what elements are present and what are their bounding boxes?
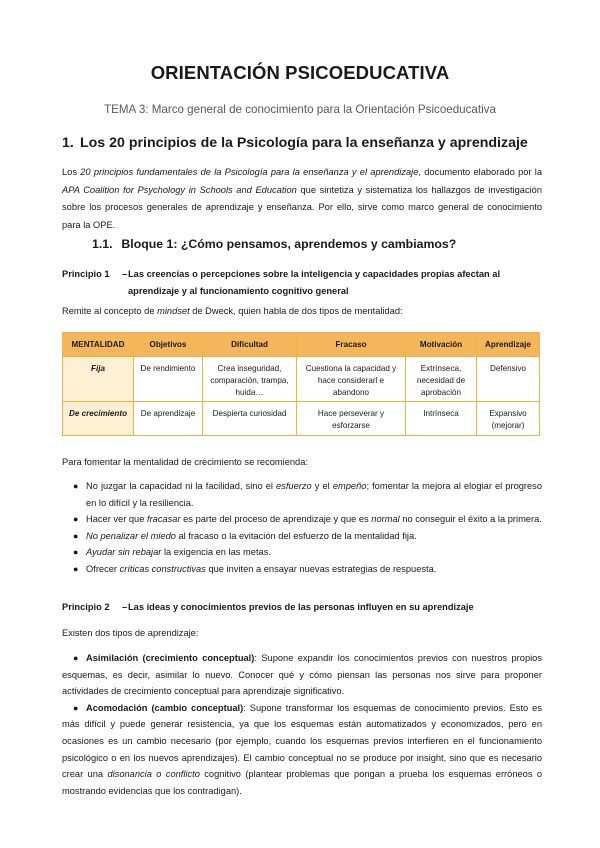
bullet-icon: ● — [73, 481, 79, 491]
row-header: De crecimiento — [63, 402, 134, 436]
list-item — [62, 650, 542, 700]
row-header: Fija — [63, 357, 134, 402]
principle-text: Las creencias o percepciones sobre la inteligencia y capacidades propias afectan al aprendizaje y al funcionamiento cognitivo general — [128, 269, 501, 296]
text-run-italic: empeño — [332, 481, 367, 491]
text-run: que inviten a ensayar nuevas estrategias de respuesta. — [205, 563, 437, 574]
table-row — [63, 357, 540, 402]
bullet-icon: ● — [73, 530, 79, 541]
learning-types-lead: Existen dos tipos de aprendizaje: — [62, 628, 199, 638]
table-header-row — [63, 333, 540, 357]
table-cell: De rendimiento — [134, 357, 203, 402]
learning-types-list — [62, 650, 542, 799]
growth-lead: Para fomentar la mentalidad de crecimiento se recomienda: — [62, 457, 308, 467]
list-item — [62, 478, 542, 511]
text-run: ; fomentar la mejora al elogiar el progreso en lo difícil y la resiliencia. — [86, 481, 542, 508]
text-run: cognitivo (plantear problemas que pongan a prueba los esquemas erróneos o mostrando evidencias que los contradigan). — [62, 769, 543, 796]
text-run: No juzgar la capacidad ni la facilidad, sino el — [86, 481, 277, 491]
table-cell: Extrínseca, necesidad de aprobación — [406, 357, 477, 402]
text-run: la exigencia en las metas. — [161, 547, 271, 558]
text-run-italic: 20 principios fundamentales de la Psicología para la enseñanza y el aprendizaje — [80, 167, 419, 177]
list-item — [62, 511, 542, 528]
principle-label: Principio 1 — [62, 269, 110, 279]
mindset-lead — [62, 306, 403, 316]
table-cell: Despierta curiosidad — [203, 402, 297, 436]
column-header: Motivación — [406, 333, 477, 357]
subsection-number: 1.1. — [92, 237, 113, 251]
text-run: Remite al concepto de — [62, 306, 158, 316]
text-run: que sintetiza y sistematiza los hallazgos de investigación sobre los procesos generales de aprendizaje y enseñanza. Por ello, sirve como marco general de conocimiento para la OPE. — [62, 184, 543, 230]
column-header: MENTALIDAD — [63, 333, 134, 357]
text-run: , documento elaborado por la — [418, 167, 542, 177]
text-run-italic: fracasar — [146, 514, 181, 525]
document-subtitle: TEMA 3: Marco general de conocimiento para la Orientación Psicoeducativa — [104, 103, 496, 116]
bullet-icon: ● — [73, 547, 79, 558]
column-header: Dificultad — [203, 333, 297, 357]
table-cell: Intrínseca — [406, 402, 477, 436]
column-header: Fracaso — [297, 333, 406, 357]
bullet-icon: ● — [73, 514, 79, 525]
table-cell: Crea inseguridad, comparación, trampa, huida… — [203, 357, 297, 402]
text-run-italic: mindset — [157, 306, 190, 316]
text-run: Ofrecer — [86, 563, 120, 574]
text-run: Hacer ver que — [86, 514, 147, 525]
text-run: es parte del proceso de aprendizaje y que es — [180, 514, 372, 525]
principle-dash: – — [122, 269, 128, 279]
principle-dash: – — [122, 602, 128, 612]
growth-recommendations-list — [62, 478, 542, 578]
text-run-italic: disonancia o conflicto — [107, 769, 200, 780]
list-item — [62, 561, 542, 578]
principle-label: Principio 2 — [62, 602, 110, 612]
text-run: al fracaso o la evitación del esfuerzo de la mentalidad fija. — [175, 530, 417, 541]
text-run: Los — [62, 167, 81, 177]
text-run-italic: normal — [371, 514, 400, 525]
section-1-heading — [62, 135, 528, 151]
list-item — [62, 700, 542, 800]
bullet-icon: ● — [73, 563, 79, 574]
subsection-title: Bloque 1: ¿Cómo pensamos, aprendemos y cambiamos? — [121, 237, 457, 251]
table-cell: Cuestiona la capacidad y hace considerarl e abandono — [297, 357, 406, 402]
bullet-icon: ● — [73, 653, 79, 663]
list-item — [62, 528, 542, 545]
intro-paragraph — [62, 164, 542, 234]
text-run-italic: Ayudar sin rebajar — [86, 547, 162, 558]
table-cell: De aprendizaje — [134, 402, 203, 436]
text-run-italic: esfuerzo — [276, 481, 312, 491]
table-row — [63, 402, 540, 436]
text-run: y el — [311, 481, 333, 491]
table-cell: Expansivo (mejorar) — [477, 402, 540, 436]
text-run: : Supone transformar los esquemas de conocimiento previos. Esto es más difícil y puede generar resistencia, ya que los esquemas están automatizados y economizados, pero en ocasiones es un cambio necesario (por ejemplo, cuando los esquemas previos interfieren en el funcionamiento psicológico o en los nuevos aprendizajes). El cambio conceptual no se produce por insight, sino que es necesario crear una — [62, 702, 542, 780]
section-title: Los 20 principios de la Psicología para la enseñanza y aprendizaje — [79, 135, 528, 151]
term-bold: Acomodación (cambio conceptual) — [86, 702, 244, 713]
section-number: 1. — [62, 135, 74, 151]
column-header: Aprendizaje — [477, 333, 540, 357]
bullet-icon: ● — [73, 702, 79, 713]
text-run-italic: APA Coalition for Psychology in Schools and Education — [62, 184, 297, 195]
document-title: ORIENTACIÓN PSICOEDUCATIVA — [150, 62, 450, 83]
text-run-italic: No penalizar el miedo — [86, 530, 176, 541]
text-run: : Supone expandir los conocimientos previos con nuestros propios esquemas, es decir, asimilar lo nuevo. Conocer qué y cómo piensan las personas nos sirve para proponer actividades de crecimiento conceptual para aprendizaje significativo. — [62, 653, 542, 697]
list-item — [62, 544, 542, 561]
principle-text: Las ideas y conocimientos previos de las personas influyen en su aprendizaje — [128, 602, 474, 612]
principle-2 — [62, 599, 552, 616]
term-bold: Asimilación (crecimiento conceptual) — [86, 653, 255, 663]
text-run: de Dweck, quien habla de dos tipos de mentalidad: — [189, 306, 403, 316]
principle-1 — [62, 266, 552, 300]
table-cell: Hace perseverar y esforzarse — [297, 402, 406, 436]
column-header: Objetivos — [134, 333, 203, 357]
table-cell: Defensivo — [477, 357, 540, 402]
text-run-italic: críticas constructivas — [119, 563, 206, 574]
text-run: no conseguir el éxito a la primera. — [399, 514, 542, 525]
section-1-1-heading — [92, 237, 456, 251]
mindset-table — [62, 332, 540, 436]
